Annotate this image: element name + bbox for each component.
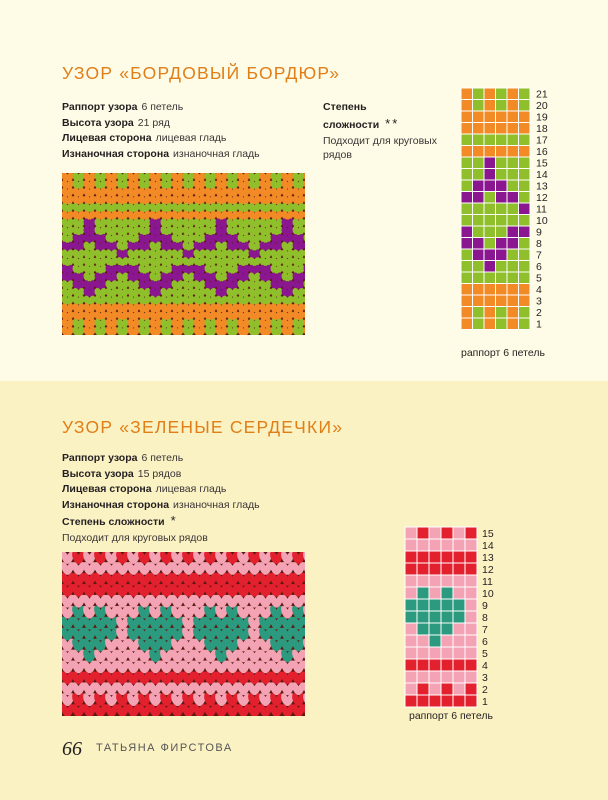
chart-cell (519, 272, 531, 284)
chart-cell (473, 157, 485, 169)
chart-cell (429, 683, 441, 695)
chart-cell (429, 659, 441, 671)
row-number: 3 (482, 672, 488, 684)
chart-cell (465, 527, 477, 539)
row-number: 15 (536, 157, 548, 170)
chart-cell (496, 307, 508, 319)
repeat-label: Раппорт узора (62, 101, 138, 113)
row-number: 9 (536, 226, 542, 239)
chart-cell (484, 192, 496, 204)
chart-cell (484, 249, 496, 261)
chart-cell (417, 599, 429, 611)
chart-cell (417, 575, 429, 587)
chart-cell (465, 587, 477, 599)
chart-cell (465, 635, 477, 647)
row-number: 2 (536, 307, 542, 319)
chart-cell (465, 659, 477, 671)
chart-cell (405, 611, 417, 623)
page-number: 66 (62, 738, 82, 760)
chart-cell (496, 169, 508, 181)
chart-cell (496, 238, 508, 250)
chart-cell (461, 318, 473, 330)
chart-cell (405, 671, 417, 683)
chart-cell (519, 261, 531, 273)
chart-cell (417, 647, 429, 659)
chart-cell (465, 623, 477, 635)
chart-cell (461, 261, 473, 273)
chart-cell (417, 551, 429, 563)
row-number: 20 (536, 100, 548, 112)
chart-cell (519, 226, 531, 238)
chart-cell (461, 123, 473, 135)
row-number: 12 (482, 564, 494, 576)
repeat-value: 6 петель (141, 101, 184, 113)
chart-cell (507, 215, 519, 227)
row-number: 3 (536, 295, 542, 308)
row-number: 13 (536, 180, 548, 193)
chart-cell (496, 123, 508, 135)
chart-cell (417, 527, 429, 539)
chart-cell (453, 635, 465, 647)
chart-cell (484, 88, 496, 100)
chart-cell (429, 599, 441, 611)
chart-cell (461, 203, 473, 215)
chart-cell (484, 111, 496, 123)
chart-cell (507, 169, 519, 181)
chart-cell (417, 539, 429, 551)
height-value: 21 ряд (137, 116, 170, 129)
chart-cell (496, 146, 508, 158)
chart-cell (453, 527, 465, 539)
chart-cell (441, 563, 453, 575)
face-row (62, 131, 260, 147)
pattern-1-photo (62, 173, 305, 335)
chart-cell (465, 539, 477, 551)
chart-cell (453, 683, 465, 695)
chart-cell (441, 539, 453, 551)
row-number: 1 (482, 696, 488, 708)
chart-cell (519, 134, 531, 146)
chart-cell (441, 695, 453, 707)
chart-cell (484, 180, 496, 192)
chart-cell (461, 100, 473, 112)
height-label: Высота узора (62, 116, 134, 129)
row-number: 15 (482, 528, 494, 540)
chart-cell (405, 599, 417, 611)
row-number: 19 (536, 111, 548, 124)
chart-cell (496, 180, 508, 192)
chart-cell (496, 192, 508, 204)
chart-cell (484, 134, 496, 146)
chart-cell (496, 272, 508, 284)
height-label: Высота узора (62, 467, 134, 480)
chart-cell (453, 599, 465, 611)
chart-cell (453, 623, 465, 635)
face-value: лицевая гладь (155, 132, 227, 145)
row-number: 11 (482, 576, 493, 588)
row-number: 4 (536, 284, 542, 296)
chart-cell (453, 551, 465, 563)
chart-cell (519, 249, 531, 261)
row-number: 14 (482, 540, 494, 552)
chart-cell (473, 318, 485, 330)
chart-cell (519, 238, 531, 250)
chart-cell (417, 635, 429, 647)
chart-cell (484, 238, 496, 250)
row-number: 18 (536, 123, 548, 135)
chart-cell (519, 111, 531, 123)
chart-cell (473, 100, 485, 112)
chart-cell (473, 146, 485, 158)
chart-cell (429, 527, 441, 539)
chart-cell (461, 215, 473, 227)
chart-cell (507, 238, 519, 250)
chart-cell (484, 295, 496, 307)
chart-cell (484, 272, 496, 284)
chart-cell (429, 695, 441, 707)
chart-cell (405, 695, 417, 707)
chart-cell (473, 111, 485, 123)
chart-cell (507, 284, 519, 296)
chart-cell (507, 100, 519, 112)
chart-cell (441, 671, 453, 683)
row-number: 8 (536, 238, 542, 250)
chart-cell (461, 238, 473, 250)
chart-cell (405, 527, 417, 539)
chart-cell (496, 100, 508, 112)
chart-cell (461, 226, 473, 238)
chart-cell (417, 563, 429, 575)
row-number: 5 (482, 648, 488, 660)
chart-cell (484, 284, 496, 296)
chart-cell (473, 307, 485, 319)
chart-cell (429, 623, 441, 635)
chart-cell (465, 647, 477, 659)
chart-cell (519, 180, 531, 192)
chart-cell (473, 123, 485, 135)
chart-cell (465, 671, 477, 683)
chart-cell (417, 671, 429, 683)
chart-cell (507, 226, 519, 238)
chart-cell (496, 226, 508, 238)
page-footer (62, 738, 233, 761)
chart-cell (461, 272, 473, 284)
row-number: 16 (536, 146, 548, 158)
chart-cell (465, 563, 477, 575)
row-number: 12 (536, 192, 548, 204)
height-row (62, 116, 260, 132)
chart-cell (465, 611, 477, 623)
repeat-value: 6 петель (141, 452, 184, 464)
chart-cell (519, 284, 531, 296)
chart-cell (496, 284, 508, 296)
row-number: 10 (482, 588, 494, 600)
row-number: 10 (536, 215, 548, 227)
row-number: 17 (536, 134, 548, 147)
chart-cell (507, 295, 519, 307)
row-number: 21 (536, 88, 548, 101)
face-label: Лицевая сторона (62, 132, 152, 145)
chart-cell (453, 659, 465, 671)
chart-cell (473, 180, 485, 192)
chart-cell (507, 111, 519, 123)
chart-cell (484, 123, 496, 135)
chart-cell (405, 539, 417, 551)
chart-cell (496, 88, 508, 100)
row-number: 7 (482, 624, 488, 636)
chart-cell (473, 203, 485, 215)
chart-cell (429, 575, 441, 587)
chart-cell (461, 192, 473, 204)
back-label: Изнаночная сторона (62, 498, 170, 511)
chart-cell (484, 261, 496, 273)
chart-cell (453, 587, 465, 599)
chart-cell (453, 671, 465, 683)
chart-cell (473, 238, 485, 250)
chart-cell (519, 203, 531, 215)
difficulty-label-2: сложности (323, 118, 380, 131)
chart-cell (453, 611, 465, 623)
row-number: 7 (536, 249, 542, 262)
row-number: 4 (482, 660, 488, 672)
chart-cell (519, 215, 531, 227)
chart-cell (484, 215, 496, 227)
pattern-1-info (62, 100, 260, 162)
row-number: 1 (536, 318, 542, 331)
repeat-row (62, 100, 260, 116)
chart-cell (441, 683, 453, 695)
chart-cell (473, 134, 485, 146)
chart-cell (405, 647, 417, 659)
pattern-2-chart (405, 527, 515, 707)
pattern-1-caption: раппорт 6 петель (461, 347, 545, 359)
chart-cell (429, 635, 441, 647)
chart-cell (441, 623, 453, 635)
row-number: 2 (482, 684, 488, 696)
chart-cell (441, 587, 453, 599)
chart-cell (507, 157, 519, 169)
pattern-2-caption: раппорт 6 петель (409, 710, 493, 722)
difficulty-stars: ** (385, 115, 400, 131)
chart-cell (461, 134, 473, 146)
pattern-2-info (62, 451, 260, 547)
back-label: Изнаночная сторона (62, 147, 170, 160)
chart-cell (484, 318, 496, 330)
chart-cell (519, 307, 531, 319)
chart-cell (496, 203, 508, 215)
chart-cell (496, 111, 508, 123)
chart-cell (473, 272, 485, 284)
chart-cell (417, 695, 429, 707)
repeat-label: Раппорт узора (62, 452, 138, 464)
chart-cell (429, 551, 441, 563)
chart-cell (507, 261, 519, 273)
author-name: ТАТЬЯНА ФИРСТОВА (96, 742, 233, 754)
chart-cell (507, 203, 519, 215)
chart-cell (507, 123, 519, 135)
chart-cell (507, 180, 519, 192)
chart-cell (507, 307, 519, 319)
chart-cell (441, 611, 453, 623)
chart-cell (453, 563, 465, 575)
face-label: Лицевая сторона (62, 483, 152, 496)
chart-cell (507, 134, 519, 146)
chart-cell (519, 169, 531, 181)
chart-cell (441, 635, 453, 647)
chart-cell (441, 659, 453, 671)
chart-cell (465, 695, 477, 707)
row-number: 6 (482, 636, 488, 648)
chart-cell (441, 527, 453, 539)
back-row (62, 147, 260, 163)
chart-cell (417, 659, 429, 671)
chart-cell (473, 249, 485, 261)
chart-cell (473, 88, 485, 100)
pattern-1-title: УЗОР «БОРДОВЫЙ БОРДЮР» (62, 63, 341, 83)
difficulty-label-1: Степень (323, 101, 367, 113)
chart-cell (519, 157, 531, 169)
pattern-1-chart (461, 88, 561, 331)
chart-cell (405, 635, 417, 647)
pattern-1-note: Подходит для круговых рядов (323, 135, 437, 162)
back-value: изнаночная гладь (173, 498, 260, 511)
chart-cell (461, 146, 473, 158)
pattern-2-note: Подходит для круговых рядов (62, 531, 208, 544)
chart-cell (473, 169, 485, 181)
chart-cell (519, 146, 531, 158)
chart-cell (496, 134, 508, 146)
chart-cell (405, 563, 417, 575)
chart-cell (441, 551, 453, 563)
pattern-1-difficulty (323, 100, 443, 162)
chart-cell (461, 295, 473, 307)
row-number: 6 (536, 261, 542, 273)
chart-cell (484, 157, 496, 169)
chart-cell (496, 295, 508, 307)
chart-cell (405, 683, 417, 695)
chart-cell (484, 169, 496, 181)
chart-cell (519, 100, 531, 112)
chart-cell (473, 215, 485, 227)
chart-cell (465, 551, 477, 563)
chart-cell (461, 307, 473, 319)
chart-cell (429, 563, 441, 575)
chart-cell (473, 261, 485, 273)
chart-cell (519, 123, 531, 135)
height-value: 15 рядов (137, 467, 182, 480)
chart-cell (429, 611, 441, 623)
chart-cell (507, 272, 519, 284)
chart-cell (484, 226, 496, 238)
chart-cell (496, 318, 508, 330)
chart-cell (496, 249, 508, 261)
chart-cell (405, 575, 417, 587)
row-number: 8 (482, 612, 488, 624)
chart-cell (519, 88, 531, 100)
chart-cell (465, 683, 477, 695)
chart-cell (496, 157, 508, 169)
chart-cell (405, 623, 417, 635)
chart-cell (461, 157, 473, 169)
chart-cell (484, 146, 496, 158)
pattern-2-title: УЗОР «ЗЕЛЕНЫЕ СЕРДЕЧКИ» (62, 417, 344, 437)
chart-cell (519, 318, 531, 330)
chart-cell (473, 192, 485, 204)
chart-cell (473, 284, 485, 296)
chart-cell (429, 671, 441, 683)
difficulty-label: Степень сложности (62, 516, 165, 529)
chart-cell (453, 647, 465, 659)
chart-cell (519, 192, 531, 204)
chart-cell (417, 683, 429, 695)
row-number: 14 (536, 169, 548, 181)
row-number: 9 (482, 600, 488, 612)
chart-cell (461, 284, 473, 296)
chart-cell (429, 539, 441, 551)
chart-cell (496, 215, 508, 227)
back-value: изнаночная гладь (173, 147, 260, 160)
face-value: лицевая гладь (155, 483, 227, 496)
chart-cell (465, 599, 477, 611)
row-number: 5 (536, 272, 542, 285)
chart-cell (484, 100, 496, 112)
chart-cell (484, 203, 496, 215)
chart-cell (507, 88, 519, 100)
chart-cell (417, 623, 429, 635)
pattern-2-photo (62, 552, 305, 716)
chart-cell (461, 249, 473, 261)
chart-cell (465, 575, 477, 587)
chart-cell (507, 146, 519, 158)
difficulty-stars: * (170, 513, 178, 529)
chart-cell (417, 611, 429, 623)
chart-cell (473, 226, 485, 238)
chart-cell (453, 539, 465, 551)
row-number: 11 (536, 203, 547, 216)
chart-cell (429, 647, 441, 659)
chart-cell (405, 659, 417, 671)
chart-cell (441, 575, 453, 587)
chart-cell (405, 551, 417, 563)
chart-cell (441, 599, 453, 611)
chart-cell (507, 318, 519, 330)
chart-cell (507, 249, 519, 261)
chart-cell (496, 261, 508, 273)
chart-cell (453, 695, 465, 707)
chart-cell (461, 111, 473, 123)
chart-cell (473, 295, 485, 307)
chart-cell (519, 295, 531, 307)
chart-cell (461, 169, 473, 181)
chart-cell (453, 575, 465, 587)
chart-cell (507, 192, 519, 204)
row-number: 13 (482, 552, 494, 564)
chart-cell (461, 180, 473, 192)
chart-cell (417, 587, 429, 599)
chart-cell (429, 587, 441, 599)
chart-cell (461, 88, 473, 100)
chart-cell (405, 587, 417, 599)
chart-cell (484, 307, 496, 319)
chart-cell (441, 647, 453, 659)
